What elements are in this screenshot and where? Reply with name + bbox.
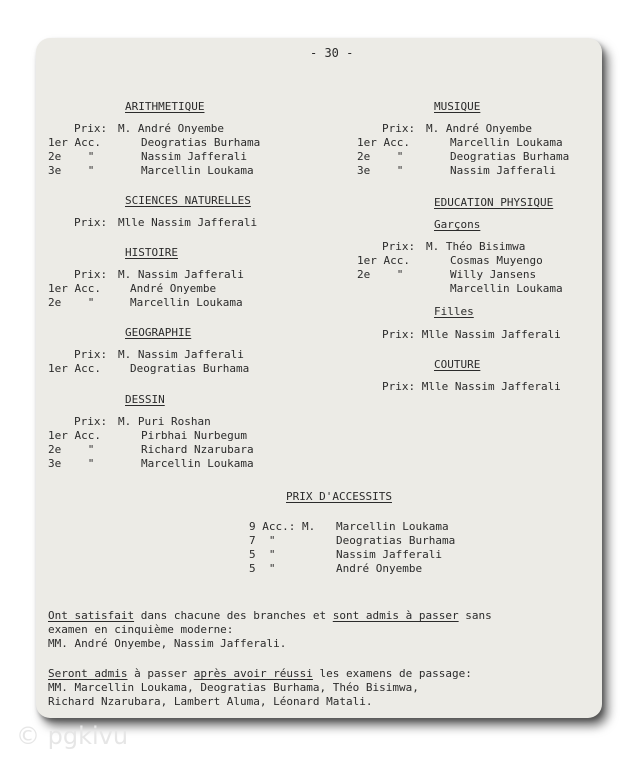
- entry: M. Nassim Jafferali: [118, 268, 244, 281]
- paragraph-conditional-line-3: Richard Nzarubara, Lambert Aluma, Léonard Matali.: [48, 695, 373, 708]
- watermark: © pgkivu: [16, 722, 129, 750]
- paragraph-admitted-line-3: MM. André Onyembe, Nassim Jafferali.: [48, 637, 287, 650]
- entry: Deogratias Burhama: [336, 534, 456, 547]
- label: 3e ": [48, 457, 95, 470]
- section-title-couture: COUTURE: [434, 358, 481, 371]
- entry: André Onyembe: [130, 282, 217, 295]
- entry: Prix: Mlle Nassim Jafferali: [382, 380, 561, 393]
- entry: M. Puri Roshan: [118, 415, 211, 428]
- label: Prix:: [74, 268, 108, 281]
- label: Prix:: [74, 216, 108, 229]
- subsection-garcons: Garçons: [434, 218, 481, 231]
- label: 1er Acc.: [357, 136, 410, 149]
- entry: Marcellin Loukama: [130, 296, 243, 309]
- paragraph-conditional-line-2: MM. Marcellin Loukama, Deogratias Burhama, Théo Bisimwa,: [48, 681, 419, 694]
- label: 1er Acc.: [48, 429, 101, 442]
- label: Prix:: [382, 122, 416, 135]
- label: 5 ": [249, 562, 276, 575]
- text-run: dans chacune des branches et: [134, 609, 333, 622]
- label: 2e ": [357, 268, 404, 281]
- entry: Marcellin Loukama: [450, 282, 563, 295]
- section-title-arithmetique: ARITHMETIQUE: [125, 100, 205, 113]
- section-title-accessits: PRIX D'ACCESSITS: [286, 490, 392, 503]
- section-title-musique: MUSIQUE: [434, 100, 481, 113]
- paragraph-admitted-line-2: examen en cinquième moderne:: [48, 623, 234, 636]
- document-page: [36, 38, 602, 718]
- entry: M. André Onyembe: [426, 122, 532, 135]
- entry: M. Nassim Jafferali: [118, 348, 244, 361]
- entry: Richard Nzarubara: [141, 443, 254, 456]
- entry: Nassim Jafferali: [450, 164, 556, 177]
- section-title-histoire: HISTOIRE: [125, 246, 178, 259]
- entry: Pirbhai Nurbegum: [141, 429, 247, 442]
- entry: Marcellin Loukama: [141, 457, 254, 470]
- section-title-geographie: GEOGRAPHIE: [125, 326, 192, 339]
- label: 1er Acc.: [48, 282, 101, 295]
- label: Prix:: [382, 240, 416, 253]
- label: 1er Acc.: [48, 362, 101, 375]
- label: 9 Acc.: M.: [249, 520, 316, 533]
- entry: Nassim Jafferali: [336, 548, 442, 561]
- label: 2e ": [357, 150, 404, 163]
- section-title-education-physique: EDUCATION PHYSIQUE: [434, 196, 554, 209]
- underlined-phrase: Ont satisfait: [48, 609, 135, 622]
- entry: M. André Onyembe: [118, 122, 224, 135]
- label: 3e ": [48, 164, 95, 177]
- label: 2e ": [48, 296, 95, 309]
- paragraph-conditional-line-1: [48, 668, 472, 679]
- label: 1er Acc.: [357, 254, 410, 267]
- label: Prix:: [74, 415, 108, 428]
- entry: Marcellin Loukama: [141, 164, 254, 177]
- paragraph-admitted-line-1: [48, 610, 492, 621]
- entry: Mlle Nassim Jafferali: [118, 216, 258, 229]
- underlined-phrase: après avoir réussi: [193, 667, 313, 680]
- entry: Deogratias Burhama: [130, 362, 250, 375]
- entry: Deogratias Burhama: [450, 150, 570, 163]
- section-title-dessin: DESSIN: [125, 393, 165, 406]
- entry: Deogratias Burhama: [141, 136, 261, 149]
- entry: Nassim Jafferali: [141, 150, 247, 163]
- subsection-filles: Filles: [434, 305, 474, 318]
- underlined-phrase: Seront admis: [48, 667, 128, 680]
- entry: Prix: Mlle Nassim Jafferali: [382, 328, 561, 341]
- label: 2e ": [48, 443, 95, 456]
- label: Prix:: [74, 348, 108, 361]
- label: 2e ": [48, 150, 95, 163]
- label: 3e ": [357, 164, 404, 177]
- entry: Cosmas Muyengo: [450, 254, 543, 267]
- entry: M. Théo Bisimwa: [426, 240, 526, 253]
- text-run: à passer: [127, 667, 194, 680]
- label: 1er Acc.: [48, 136, 101, 149]
- label: Prix:: [74, 122, 108, 135]
- label: 7 ": [249, 534, 276, 547]
- entry: Marcellin Loukama: [336, 520, 449, 533]
- entry: André Onyembe: [336, 562, 423, 575]
- page-number: - 30 -: [310, 46, 354, 60]
- text-run: sans: [458, 609, 492, 622]
- text-run: les examens de passage:: [312, 667, 472, 680]
- underlined-phrase: sont admis à passer: [332, 609, 459, 622]
- section-title-sciences: SCIENCES NATURELLES: [125, 194, 251, 207]
- label: 5 ": [249, 548, 276, 561]
- entry: Marcellin Loukama: [450, 136, 563, 149]
- entry: Willy Jansens: [450, 268, 537, 281]
